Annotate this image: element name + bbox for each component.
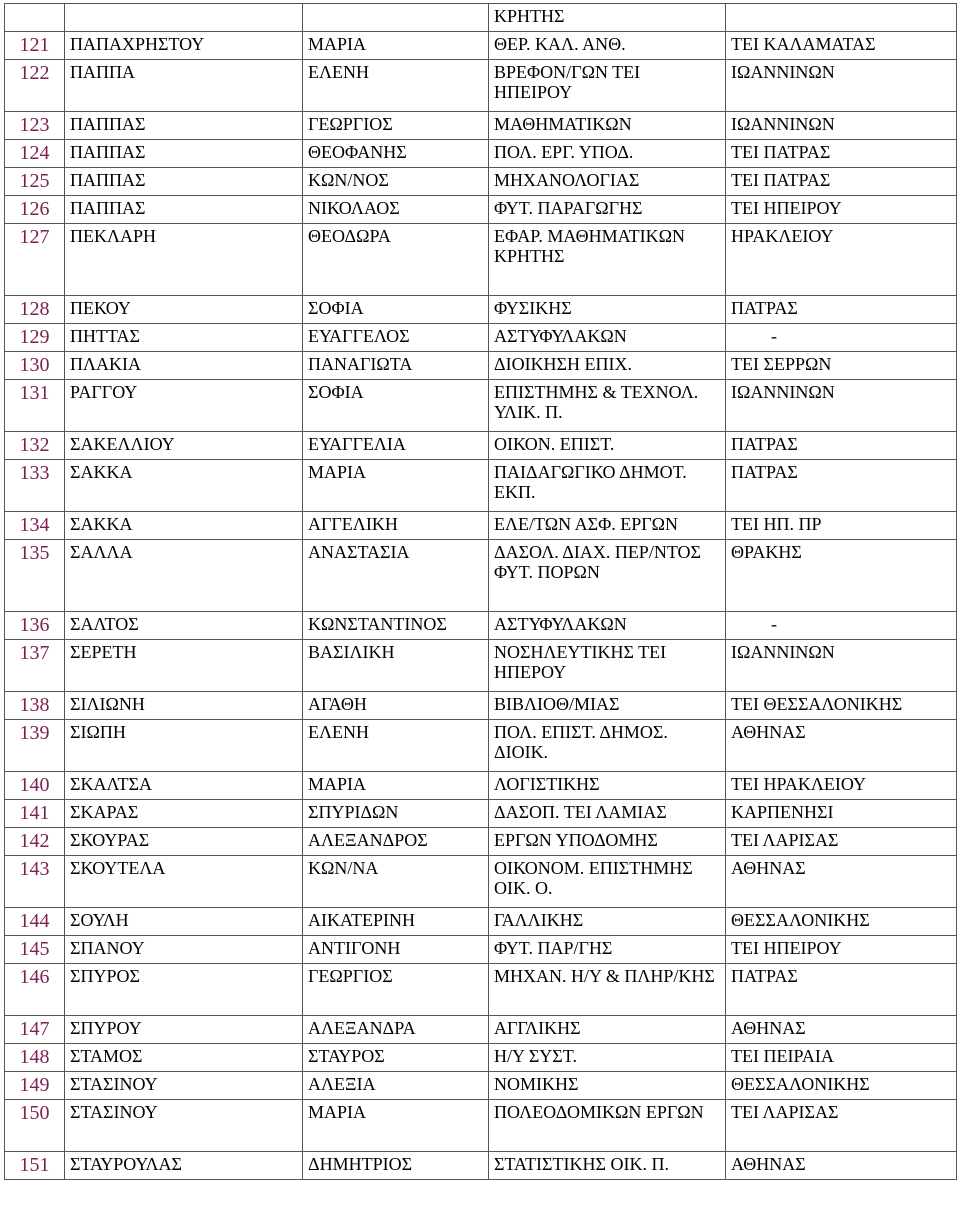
department-cell: ΕΠΙΣΤΗΜΗΣ & ΤΕΧΝΟΛ. ΥΛΙΚ. Π. — [489, 380, 726, 432]
table-row — [5, 224, 957, 296]
surname-cell: ΠΑΠΑΧΡΗΣΤΟΥ — [65, 32, 303, 60]
table-row — [5, 720, 957, 772]
surname-cell: ΣΠΥΡΟΣ — [65, 964, 303, 1016]
row-number: 141 — [5, 800, 65, 828]
table-row — [5, 692, 957, 720]
table-row — [5, 612, 957, 640]
city-cell: ΙΩΑΝΝΙΝΩΝ — [726, 112, 957, 140]
surname-cell: ΣΠΑΝΟΥ — [65, 936, 303, 964]
surname-cell: ΣΙΩΠΗ — [65, 720, 303, 772]
name-cell: ΜΑΡΙΑ — [303, 32, 489, 60]
city-cell: ΙΩΑΝΝΙΝΩΝ — [726, 640, 957, 692]
department-cell: ΣΤΑΤΙΣΤΙΚΗΣ ΟΙΚ. Π. — [489, 1152, 726, 1180]
surname-cell: ΣΙΛΙΩΝΗ — [65, 692, 303, 720]
department-cell: ΒΡΕΦΟΝ/ΓΩΝ ΤΕΙ ΗΠΕΙΡΟΥ — [489, 60, 726, 112]
city-cell: ΠΑΤΡΑΣ — [726, 460, 957, 512]
row-number: 148 — [5, 1044, 65, 1072]
row-number: 142 — [5, 828, 65, 856]
surname-cell — [65, 4, 303, 32]
table-row — [5, 4, 957, 32]
department-cell: ΦΥΤ. ΠΑΡΑΓΩΓΗΣ — [489, 196, 726, 224]
city-cell: - — [726, 324, 957, 352]
city-cell: ΙΩΑΝΝΙΝΩΝ — [726, 380, 957, 432]
table-row — [5, 1072, 957, 1100]
surname-cell: ΣΚΑΛΤΣΑ — [65, 772, 303, 800]
department-cell: ΒΙΒΛΙΟΘ/ΜΙΑΣ — [489, 692, 726, 720]
surname-cell: ΠΑΠΠΑΣ — [65, 112, 303, 140]
table-row — [5, 296, 957, 324]
city-cell: ΤΕΙ ΘΕΣΣΑΛΟΝΙΚΗΣ — [726, 692, 957, 720]
city-cell: ΑΘΗΝΑΣ — [726, 1016, 957, 1044]
name-cell: ΚΩΝΣΤΑΝΤΙΝΟΣ — [303, 612, 489, 640]
surname-cell: ΣΠΥΡΟΥ — [65, 1016, 303, 1044]
row-number: 123 — [5, 112, 65, 140]
city-cell: ΤΕΙ ΠΕΙΡΑΙΑ — [726, 1044, 957, 1072]
department-cell: ΠΟΛΕΟΔΟΜΙΚΩΝ ΕΡΓΩΝ — [489, 1100, 726, 1152]
name-cell: ΑΛΕΞΑΝΔΡΟΣ — [303, 828, 489, 856]
table-row — [5, 60, 957, 112]
department-cell: ΝΟΜΙΚΗΣ — [489, 1072, 726, 1100]
surname-cell: ΣΚΟΥΡΑΣ — [65, 828, 303, 856]
department-cell: ΜΑΘΗΜΑΤΙΚΩΝ — [489, 112, 726, 140]
name-cell: ΣΠΥΡΙΔΩΝ — [303, 800, 489, 828]
department-cell: ΟΙΚΟΝΟΜ. ΕΠΙΣΤΗΜΗΣ ΟΙΚ. Ο. — [489, 856, 726, 908]
surname-cell: ΣΚΑΡΑΣ — [65, 800, 303, 828]
surname-cell: ΣΤΑΣΙΝΟΥ — [65, 1100, 303, 1152]
city-cell: ΠΑΤΡΑΣ — [726, 964, 957, 1016]
surname-cell: ΣΑΛΤΟΣ — [65, 612, 303, 640]
department-cell: ΟΙΚΟΝ. ΕΠΙΣΤ. — [489, 432, 726, 460]
city-cell: ΑΘΗΝΑΣ — [726, 856, 957, 908]
table-row — [5, 908, 957, 936]
department-cell: ΕΡΓΩΝ ΥΠΟΔΟΜΗΣ — [489, 828, 726, 856]
row-number: 127 — [5, 224, 65, 296]
city-cell: ΘΕΣΣΑΛΟΝΙΚΗΣ — [726, 1072, 957, 1100]
department-cell: ΦΥΤ. ΠΑΡ/ΓΗΣ — [489, 936, 726, 964]
surname-cell: ΣΤΑΜΟΣ — [65, 1044, 303, 1072]
table-row — [5, 196, 957, 224]
surname-cell: ΣΑΛΛΑ — [65, 540, 303, 612]
table-row — [5, 540, 957, 612]
row-number: 122 — [5, 60, 65, 112]
row-number: 132 — [5, 432, 65, 460]
surname-cell: ΣΑΚΚΑ — [65, 460, 303, 512]
city-cell: ΤΕΙ ΗΠ. ΠΡ — [726, 512, 957, 540]
city-cell: ΠΑΤΡΑΣ — [726, 296, 957, 324]
department-cell: Η/Υ ΣΥΣΤ. — [489, 1044, 726, 1072]
department-cell: ΘΕΡ. ΚΑΛ. ΑΝΘ. — [489, 32, 726, 60]
row-number: 145 — [5, 936, 65, 964]
name-cell: ΕΛΕΝΗ — [303, 720, 489, 772]
table-row — [5, 168, 957, 196]
department-cell: ΛΟΓΙΣΤΙΚΗΣ — [489, 772, 726, 800]
city-cell: ΗΡΑΚΛΕΙΟΥ — [726, 224, 957, 296]
surname-cell: ΠΕΚΟΥ — [65, 296, 303, 324]
row-number: 130 — [5, 352, 65, 380]
name-cell: ΜΑΡΙΑ — [303, 460, 489, 512]
table-row — [5, 828, 957, 856]
name-cell: ΠΑΝΑΓΙΩΤΑ — [303, 352, 489, 380]
department-cell: ΝΟΣΗΛΕΥΤΙΚΗΣ ΤΕΙ ΗΠΕΡΟΥ — [489, 640, 726, 692]
row-number: 139 — [5, 720, 65, 772]
city-cell: ΘΡΑΚΗΣ — [726, 540, 957, 612]
surname-cell: ΣΟΥΛΗ — [65, 908, 303, 936]
table-row — [5, 936, 957, 964]
city-cell: ΚΑΡΠΕΝΗΣΙ — [726, 800, 957, 828]
surname-cell: ΠΑΠΠΑΣ — [65, 168, 303, 196]
city-cell: ΤΕΙ ΛΑΡΙΣΑΣ — [726, 1100, 957, 1152]
surname-cell: ΠΕΚΛΑΡΗ — [65, 224, 303, 296]
row-number: 128 — [5, 296, 65, 324]
name-cell: ΕΥΑΓΓΕΛΟΣ — [303, 324, 489, 352]
name-cell: ΜΑΡΙΑ — [303, 1100, 489, 1152]
roster-body — [5, 4, 957, 1180]
department-cell: ΑΓΓΛΙΚΗΣ — [489, 1016, 726, 1044]
surname-cell: ΠΑΠΠΑ — [65, 60, 303, 112]
row-number: 140 — [5, 772, 65, 800]
surname-cell: ΣΑΚΕΛΛΙΟΥ — [65, 432, 303, 460]
name-cell: ΘΕΟΔΩΡΑ — [303, 224, 489, 296]
name-cell — [303, 4, 489, 32]
row-number: 137 — [5, 640, 65, 692]
city-cell: ΙΩΑΝΝΙΝΩΝ — [726, 60, 957, 112]
row-number: 143 — [5, 856, 65, 908]
department-cell: ΦΥΣΙΚΗΣ — [489, 296, 726, 324]
name-cell: ΕΥΑΓΓΕΛΙΑ — [303, 432, 489, 460]
department-cell: ΕΛΕ/ΤΩΝ ΑΣΦ. ΕΡΓΩΝ — [489, 512, 726, 540]
city-cell: ΤΕΙ ΗΠΕΙΡΟΥ — [726, 936, 957, 964]
row-number: 150 — [5, 1100, 65, 1152]
city-cell: ΠΑΤΡΑΣ — [726, 432, 957, 460]
city-cell: ΑΘΗΝΑΣ — [726, 720, 957, 772]
city-cell: ΤΕΙ ΣΕΡΡΩΝ — [726, 352, 957, 380]
table-row — [5, 800, 957, 828]
name-cell: ΑΛΕΞΙΑ — [303, 1072, 489, 1100]
surname-cell: ΠΑΠΠΑΣ — [65, 140, 303, 168]
city-cell: ΑΘΗΝΑΣ — [726, 1152, 957, 1180]
row-number: 135 — [5, 540, 65, 612]
row-number: 144 — [5, 908, 65, 936]
table-row — [5, 32, 957, 60]
table-row — [5, 964, 957, 1016]
table-row — [5, 352, 957, 380]
row-number: 129 — [5, 324, 65, 352]
row-number: 147 — [5, 1016, 65, 1044]
row-number: 133 — [5, 460, 65, 512]
row-number: 121 — [5, 32, 65, 60]
name-cell: ΓΕΩΡΓΙΟΣ — [303, 112, 489, 140]
name-cell: ΚΩΝ/ΝΑ — [303, 856, 489, 908]
name-cell: ΑΓΑΘΗ — [303, 692, 489, 720]
table-row — [5, 1016, 957, 1044]
name-cell: ΓΕΩΡΓΙΟΣ — [303, 964, 489, 1016]
table-row — [5, 140, 957, 168]
surname-cell: ΡΑΓΓΟΥ — [65, 380, 303, 432]
city-cell: ΤΕΙ ΗΡΑΚΛΕΙΟΥ — [726, 772, 957, 800]
table-row — [5, 460, 957, 512]
city-cell: ΤΕΙ ΚΑΛΑΜΑΤΑΣ — [726, 32, 957, 60]
surname-cell: ΠΗΤΤΑΣ — [65, 324, 303, 352]
city-cell: ΤΕΙ ΠΑΤΡΑΣ — [726, 168, 957, 196]
city-cell: ΤΕΙ ΛΑΡΙΣΑΣ — [726, 828, 957, 856]
department-cell: ΔΑΣΟΛ. ΔΙΑΧ. ΠΕΡ/ΝΤΟΣ ΦΥΤ. ΠΟΡΩΝ — [489, 540, 726, 612]
department-cell: ΠΑΙΔΑΓΩΓΙΚΟ ΔΗΜΟΤ. ΕΚΠ. — [489, 460, 726, 512]
row-number: 126 — [5, 196, 65, 224]
name-cell: ΔΗΜΗΤΡΙΟΣ — [303, 1152, 489, 1180]
row-number: 134 — [5, 512, 65, 540]
surname-cell: ΣΤΑΥΡΟΥΛΑΣ — [65, 1152, 303, 1180]
name-cell: ΒΑΣΙΛΙΚΗ — [303, 640, 489, 692]
city-cell: ΤΕΙ ΠΑΤΡΑΣ — [726, 140, 957, 168]
row-number: 138 — [5, 692, 65, 720]
name-cell: ΕΛΕΝΗ — [303, 60, 489, 112]
row-number: 146 — [5, 964, 65, 1016]
table-row — [5, 640, 957, 692]
name-cell: ΚΩΝ/ΝΟΣ — [303, 168, 489, 196]
department-cell: ΜΗΧΑΝΟΛΟΓΙΑΣ — [489, 168, 726, 196]
name-cell: ΣΟΦΙΑ — [303, 380, 489, 432]
name-cell: ΜΑΡΙΑ — [303, 772, 489, 800]
name-cell: ΑΓΓΕΛΙΚΗ — [303, 512, 489, 540]
row-number: 125 — [5, 168, 65, 196]
department-cell: ΑΣΤΥΦΥΛΑΚΩΝ — [489, 612, 726, 640]
table-row — [5, 856, 957, 908]
row-number: 151 — [5, 1152, 65, 1180]
row-number: 149 — [5, 1072, 65, 1100]
surname-cell: ΣΑΚΚΑ — [65, 512, 303, 540]
roster-table — [4, 3, 957, 1180]
table-row — [5, 1044, 957, 1072]
name-cell: ΑΝΤΙΓΟΝΗ — [303, 936, 489, 964]
department-cell: ΔΙΟΙΚΗΣΗ ΕΠΙΧ. — [489, 352, 726, 380]
department-cell: ΔΑΣΟΠ. ΤΕΙ ΛΑΜΙΑΣ — [489, 800, 726, 828]
table-row — [5, 324, 957, 352]
table-row — [5, 1100, 957, 1152]
surname-cell: ΠΛΑΚΙΑ — [65, 352, 303, 380]
name-cell: ΑΙΚΑΤΕΡΙΝΗ — [303, 908, 489, 936]
department-cell: ΓΑΛΛΙΚΗΣ — [489, 908, 726, 936]
city-cell: - — [726, 612, 957, 640]
department-cell: ΚΡΗΤΗΣ — [489, 4, 726, 32]
department-cell: ΕΦΑΡ. ΜΑΘΗΜΑΤΙΚΩΝ ΚΡΗΤΗΣ — [489, 224, 726, 296]
table-row — [5, 1152, 957, 1180]
department-cell: ΠΟΛ. ΕΠΙΣΤ. ΔΗΜΟΣ. ΔΙΟΙΚ. — [489, 720, 726, 772]
table-row — [5, 112, 957, 140]
surname-cell: ΣΤΑΣΙΝΟΥ — [65, 1072, 303, 1100]
table-row — [5, 512, 957, 540]
department-cell: ΜΗΧΑΝ. Η/Υ & ΠΛΗΡ/ΚΗΣ — [489, 964, 726, 1016]
name-cell: ΑΛΕΞΑΝΔΡΑ — [303, 1016, 489, 1044]
surname-cell: ΣΕΡΕΤΗ — [65, 640, 303, 692]
city-cell — [726, 4, 957, 32]
name-cell: ΘΕΟΦΑΝΗΣ — [303, 140, 489, 168]
name-cell: ΑΝΑΣΤΑΣΙΑ — [303, 540, 489, 612]
row-number: 136 — [5, 612, 65, 640]
department-cell: ΑΣΤΥΦΥΛΑΚΩΝ — [489, 324, 726, 352]
name-cell: ΣΤΑΥΡΟΣ — [303, 1044, 489, 1072]
surname-cell: ΣΚΟΥΤΕΛΑ — [65, 856, 303, 908]
row-number — [5, 4, 65, 32]
city-cell: ΘΕΣΣΑΛΟΝΙΚΗΣ — [726, 908, 957, 936]
name-cell: ΝΙΚΟΛΑΟΣ — [303, 196, 489, 224]
name-cell: ΣΟΦΙΑ — [303, 296, 489, 324]
surname-cell: ΠΑΠΠΑΣ — [65, 196, 303, 224]
row-number: 124 — [5, 140, 65, 168]
table-row — [5, 772, 957, 800]
table-row — [5, 380, 957, 432]
department-cell: ΠΟΛ. ΕΡΓ. ΥΠΟΔ. — [489, 140, 726, 168]
table-row — [5, 432, 957, 460]
row-number: 131 — [5, 380, 65, 432]
city-cell: ΤΕΙ ΗΠΕΙΡΟΥ — [726, 196, 957, 224]
